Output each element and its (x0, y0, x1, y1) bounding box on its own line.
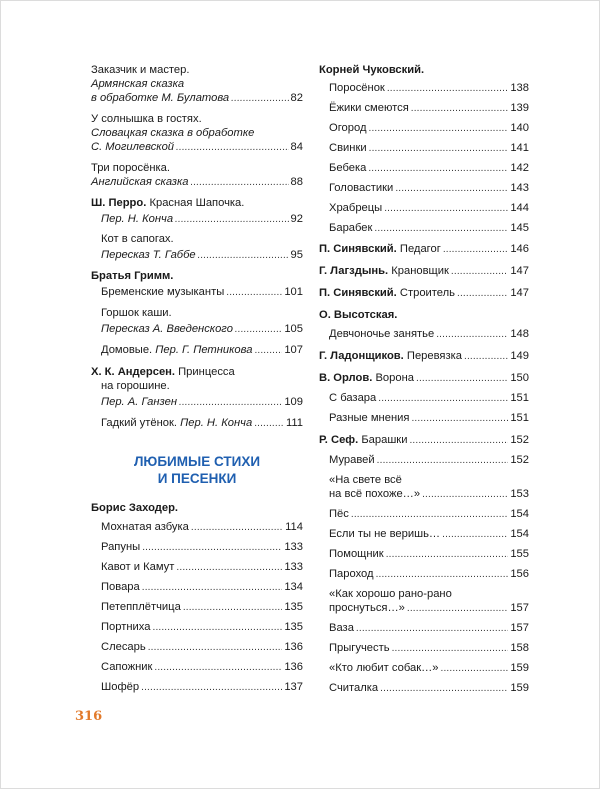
page-ref: 142 (510, 162, 529, 174)
entry-title: на всё похоже…» (329, 488, 421, 500)
poem-list (319, 453, 529, 696)
poem-list (91, 520, 303, 695)
page-ref: 150 (510, 372, 529, 384)
author-name: О. Высотская. (319, 309, 398, 321)
page-ref: 105 (284, 323, 303, 335)
toc-entry (91, 660, 303, 675)
dot-leader (254, 343, 282, 358)
dot-leader (142, 580, 283, 595)
toc-entry (91, 343, 303, 358)
toc-entry (319, 242, 529, 257)
toc-right-column (319, 63, 529, 701)
toc-entry (319, 349, 529, 364)
author-name: Г. Ладонщиков. (319, 350, 404, 362)
toc-entry (319, 641, 529, 656)
dot-leader (457, 286, 508, 301)
toc-entry (319, 527, 529, 542)
entry-title: на горошине. (101, 380, 170, 392)
toc-entry (319, 286, 529, 301)
toc-entry (319, 453, 529, 468)
toc-entry (319, 411, 529, 426)
entry-title: Ваза (329, 622, 354, 634)
dot-leader (175, 212, 289, 227)
toc-entry (91, 416, 303, 431)
dot-leader (231, 91, 288, 106)
dot-leader (152, 620, 282, 635)
page-ref: 140 (510, 122, 529, 134)
toc-entry (319, 681, 529, 696)
entry-title: Барабек (329, 222, 373, 234)
dot-leader (368, 161, 508, 176)
entry-title: Крановщик (391, 265, 449, 277)
page-ref: 153 (510, 488, 529, 500)
entry-note: Пересказ Т. Габбе (101, 249, 196, 261)
toc-entry (319, 507, 529, 522)
page-number: 316 (75, 709, 103, 724)
entry-title: Ворона (375, 372, 414, 384)
entry-title: У солнышка в гостях. (91, 113, 202, 125)
entry-title: Барашки (361, 434, 408, 446)
entry-note: Армянская сказка (91, 78, 185, 90)
author-name: П. Синявский. (319, 287, 397, 299)
dot-leader (384, 201, 508, 216)
dot-leader (226, 285, 282, 300)
section-title-line: ЛЮБИМЫЕ СТИХИ (133, 454, 261, 469)
toc-entry (319, 221, 529, 236)
toc-entry (319, 121, 529, 136)
toc-entry (91, 600, 303, 615)
author-name: Братья Гримм. (91, 270, 174, 282)
dot-leader (451, 264, 508, 279)
page-ref: 141 (510, 142, 529, 154)
entry-title: Строитель (399, 287, 456, 299)
entry-title: Принцесса (178, 366, 235, 378)
dot-leader (179, 395, 282, 410)
toc-entry (319, 101, 529, 116)
toc-entry (91, 161, 303, 190)
entry-title: Ёжики смеются (329, 102, 409, 114)
dot-leader (191, 175, 289, 190)
dot-leader (374, 221, 508, 236)
page-ref: 156 (510, 568, 529, 580)
author-name: В. Орлов. (319, 372, 373, 384)
entry-title: Муравей (329, 454, 375, 466)
dot-leader (441, 661, 509, 676)
author-name: Корней Чуковский. (319, 64, 425, 76)
dot-leader (141, 680, 282, 695)
entry-title: Перевязка (406, 350, 462, 362)
toc-zakhoder (91, 501, 303, 700)
dot-leader (409, 433, 508, 448)
entry-title: Гадкий утёнок. (101, 417, 178, 429)
entry-title: Поросёнок (329, 82, 385, 94)
dot-leader (369, 141, 509, 156)
page-ref: 82 (290, 92, 303, 104)
entry-title: Заказчик и мастер. (91, 64, 190, 76)
toc-entry (91, 520, 303, 535)
entry-title: Домовые. (101, 344, 153, 356)
entry-note: Английская сказка (91, 176, 189, 188)
dot-leader (443, 242, 509, 257)
page-ref: 147 (510, 287, 529, 299)
toc-entry (91, 306, 303, 337)
dot-leader (176, 560, 282, 575)
author-name: П. Синявский. (319, 243, 397, 255)
entry-title: Слесарь (101, 641, 146, 653)
toc-entry (319, 201, 529, 216)
entry-note: в обработке М. Булатова (91, 92, 230, 104)
page-ref: 135 (284, 621, 303, 633)
entry-title: Рапуны (101, 541, 141, 553)
dot-leader (368, 121, 508, 136)
page-ref: 158 (510, 642, 529, 654)
page-ref: 149 (510, 350, 529, 362)
author-name: Борис Заходер. (91, 502, 179, 514)
toc-entry (91, 196, 303, 227)
author-name: Г. Лагздынь. (319, 265, 389, 277)
toc-entry (319, 141, 529, 156)
dot-leader (436, 327, 508, 342)
page-ref: 146 (510, 243, 529, 255)
entry-title: Петепплётчица (101, 601, 181, 613)
toc-entry (91, 540, 303, 555)
page-ref: 157 (510, 622, 529, 634)
page-ref: 136 (284, 661, 303, 673)
toc-entry (91, 580, 303, 595)
entry-note: Пер. Н. Конча (101, 213, 174, 225)
entry-title: Пёс (329, 508, 349, 520)
page-ref: 148 (510, 328, 529, 340)
entry-note: Пер. Н. Конча (180, 417, 253, 429)
dot-leader (148, 640, 283, 655)
page-ref: 138 (510, 82, 529, 94)
toc-entry (91, 269, 303, 300)
toc-entry (91, 640, 303, 655)
dot-leader (411, 101, 509, 116)
page-ref: 144 (510, 202, 529, 214)
dot-leader (254, 416, 284, 431)
page-ref: 152 (510, 454, 529, 466)
entry-title: «Кто любит собак…» (329, 662, 439, 674)
dot-leader (176, 140, 289, 155)
entry-title: Горшок каши. (101, 307, 172, 319)
entry-title: Мохнатая азбука (101, 521, 189, 533)
entry-title: Огород (329, 122, 367, 134)
page-ref: 143 (510, 182, 529, 194)
toc-entry (319, 587, 529, 616)
toc-entry (319, 661, 529, 676)
toc-entry (319, 433, 529, 448)
dot-leader (183, 600, 283, 615)
page-ref: 133 (284, 561, 303, 573)
entry-title: Кот в сапогах. (101, 233, 174, 245)
toc-entry (91, 63, 303, 106)
author-name: Х. К. Андерсен. (91, 366, 176, 378)
dot-leader (422, 487, 508, 502)
page-ref: 95 (290, 249, 303, 261)
page-ref: 88 (290, 176, 303, 188)
entry-note: Пер. Г. Петникова (155, 344, 253, 356)
dot-leader (392, 641, 509, 656)
dot-leader (411, 411, 508, 426)
dot-leader (198, 248, 289, 263)
entry-title: Девчоночье занятье (329, 328, 435, 340)
entry-title: Бременские музыканты (101, 286, 225, 298)
toc-left-column (91, 63, 303, 431)
entry-note: Словацкая сказка в обработке (91, 127, 255, 139)
entry-note: С. Могилевской (91, 141, 175, 153)
toc-entry (319, 547, 529, 562)
entry-title: Три поросёнка. (91, 162, 170, 174)
page-ref: 159 (510, 682, 529, 694)
dot-leader (442, 527, 508, 542)
page-ref: 114 (285, 521, 303, 533)
page-ref: 84 (290, 141, 303, 153)
toc-entry (91, 112, 303, 155)
section-title (91, 453, 303, 487)
page-ref: 134 (284, 581, 303, 593)
dot-leader (356, 621, 508, 636)
dot-leader (378, 391, 508, 406)
toc-entry (319, 308, 529, 342)
page-ref: 159 (510, 662, 529, 674)
dot-leader (235, 322, 282, 337)
entry-title: Бебека (329, 162, 367, 174)
toc-entry (319, 161, 529, 176)
dot-leader (377, 453, 509, 468)
entry-title: Портниха (101, 621, 151, 633)
dot-leader (142, 540, 282, 555)
page-ref: 109 (284, 396, 303, 408)
dot-leader (464, 349, 508, 364)
toc-entry (319, 391, 529, 406)
dot-leader (154, 660, 282, 675)
toc-entry (319, 473, 529, 502)
entry-title: «Как хорошо рано-рано (329, 588, 452, 600)
dot-leader (376, 567, 509, 582)
toc-entry (319, 81, 529, 96)
page-ref: 154 (510, 528, 529, 540)
page-ref: 137 (284, 681, 303, 693)
page-ref: 151 (510, 412, 529, 424)
dot-leader (416, 371, 508, 386)
poem-list (319, 391, 529, 426)
entry-title: Свинки (329, 142, 367, 154)
entry-title: Шофёр (101, 681, 140, 693)
page-ref: 139 (510, 102, 529, 114)
page-ref: 155 (510, 548, 529, 560)
entry-title: Педагог (399, 243, 441, 255)
dot-leader (380, 681, 508, 696)
entry-title: Храбрецы (329, 202, 383, 214)
entry-note: Пер. А. Ганзен (101, 396, 177, 408)
dot-leader (387, 81, 509, 96)
toc-entry (319, 264, 529, 279)
toc-entry (91, 680, 303, 695)
dot-leader (351, 507, 508, 522)
entry-title: проснуться…» (329, 602, 405, 614)
toc-entry (91, 365, 303, 410)
entry-title: Кавот и Камут (101, 561, 175, 573)
entry-title: Красная Шапочка. (149, 197, 245, 209)
entry-title: Считалка (329, 682, 379, 694)
page-ref: 135 (284, 601, 303, 613)
toc-entry (319, 181, 529, 196)
page-ref: 133 (284, 541, 303, 553)
entry-title: Помощник (329, 548, 384, 560)
page-ref: 92 (290, 213, 303, 225)
entry-title: Повара (101, 581, 140, 593)
poem-list (319, 242, 529, 301)
page-ref: 152 (510, 434, 529, 446)
dot-leader (395, 181, 508, 196)
author-name: Р. Сеф. (319, 434, 359, 446)
entry-title: Прыгучесть (329, 642, 390, 654)
page-ref: 136 (284, 641, 303, 653)
entry-note: Пересказ А. Введенского (101, 323, 233, 335)
entry-title: Пароход (329, 568, 374, 580)
page-ref: 154 (510, 508, 529, 520)
section-title-line: И ПЕСЕНКИ (157, 471, 237, 486)
toc-entry (319, 621, 529, 636)
dot-leader (386, 547, 509, 562)
entry-title: «На свете всё (329, 474, 402, 486)
dot-leader (407, 601, 508, 616)
author-name: Ш. Перро. (91, 197, 147, 209)
entry-title: С базара (329, 392, 377, 404)
entry-title: Разные мнения (329, 412, 410, 424)
dot-leader (191, 520, 283, 535)
entry-title: Сапожник (101, 661, 153, 673)
page-ref: 147 (510, 265, 529, 277)
page-ref: 151 (510, 392, 529, 404)
toc-entry (91, 232, 303, 263)
toc-entry (91, 560, 303, 575)
poem-list (319, 81, 529, 236)
toc-entry (319, 567, 529, 582)
page-ref: 145 (510, 222, 529, 234)
page-ref: 107 (284, 344, 303, 356)
toc-entry (319, 371, 529, 386)
entry-title: Если ты не веришь… (329, 528, 441, 540)
page-ref: 111 (285, 417, 303, 429)
entry-title: Головастики (329, 182, 394, 194)
toc-entry (91, 620, 303, 635)
page-ref: 157 (510, 602, 529, 614)
page-ref: 101 (284, 286, 303, 298)
